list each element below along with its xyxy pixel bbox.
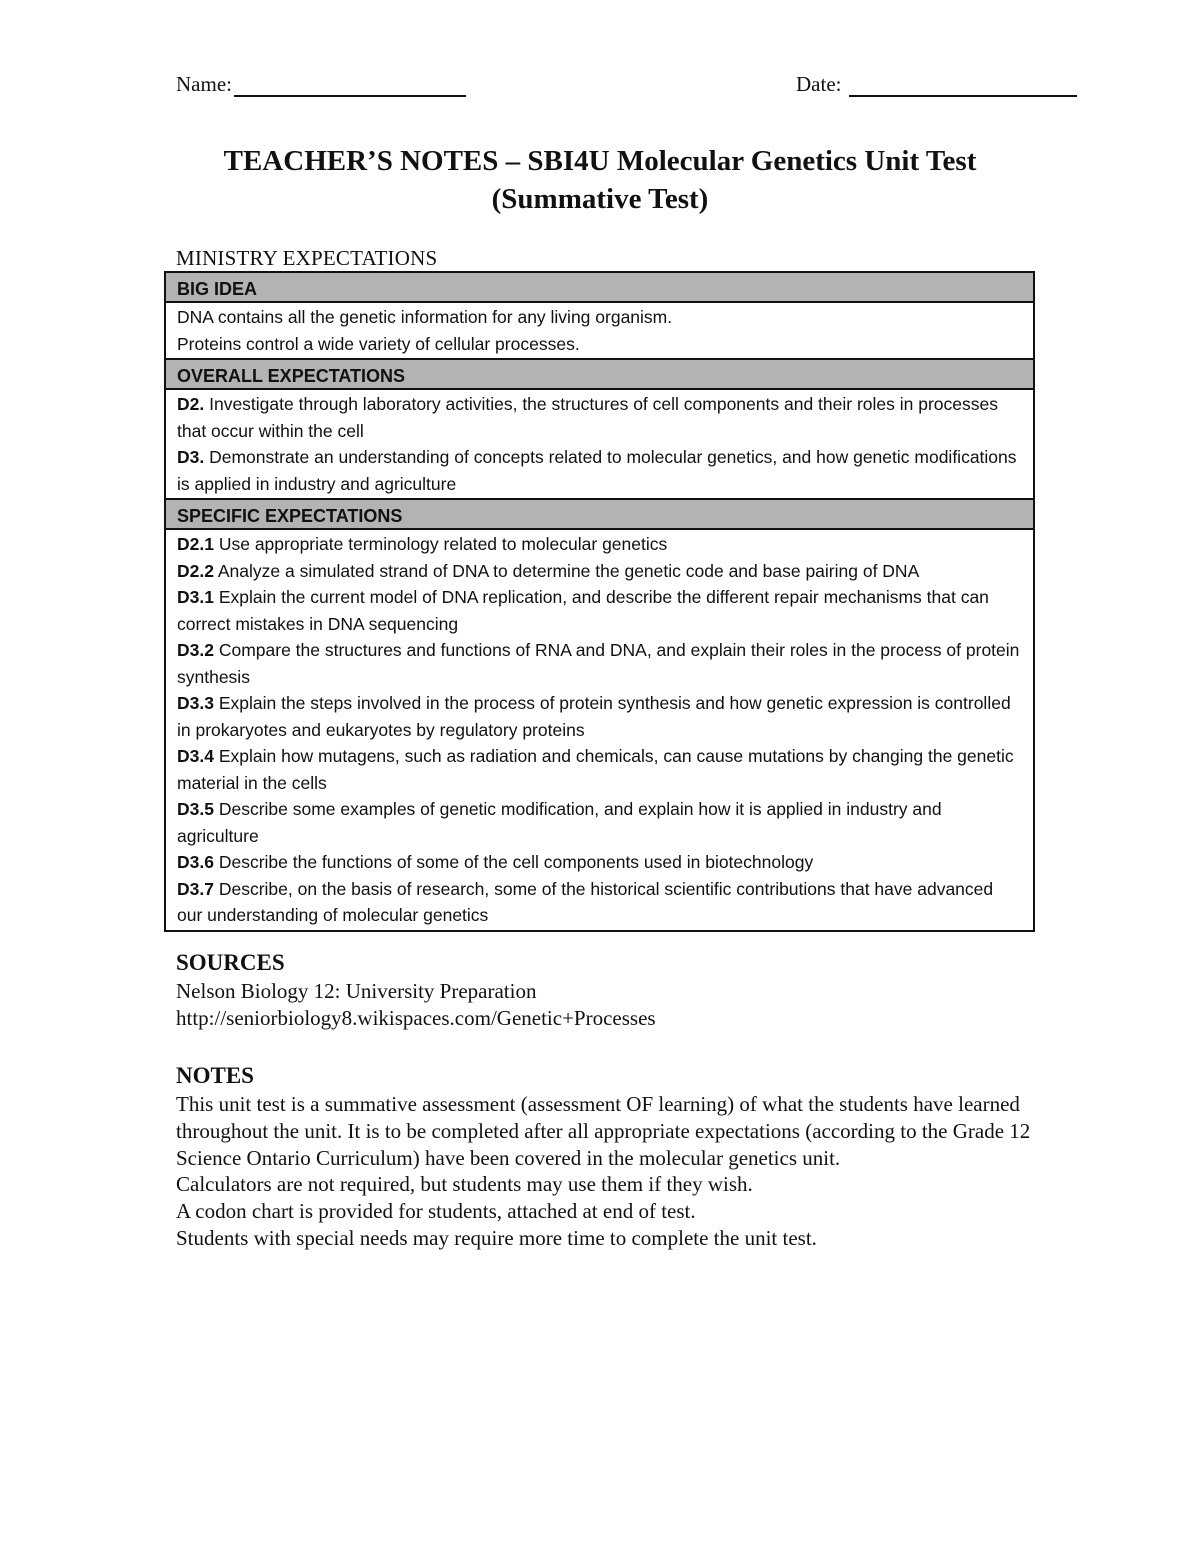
specific-expectation-item: [177, 531, 1022, 558]
page-title: [0, 142, 1200, 218]
notes-section: [176, 1061, 1036, 1252]
overall-expectation-item: [177, 444, 1022, 497]
expectation-code: D2.1: [177, 534, 214, 554]
date-blank-line[interactable]: [849, 75, 1077, 97]
notes-paragraph: A codon chart is provided for students, attached at end of test.: [176, 1199, 696, 1224]
specific-expectations-body: [166, 530, 1033, 930]
overall-expectations-body: [166, 390, 1033, 500]
expectation-code: D2.2: [177, 560, 214, 581]
source-link[interactable]: http://seniorbiology8.wikispaces.com/Genetic+Processes: [176, 1006, 656, 1030]
expectation-code: D3.5: [177, 799, 214, 819]
expectation-text: Explain the steps involved in the process of protein synthesis and how genetic expression is controlled in prokaryotes and eukaryotes by regulatory proteins: [177, 693, 1011, 740]
date-label: Date:: [796, 72, 842, 96]
expectation-text: Compare the structures and functions of RNA and DNA, and explain their roles in the process of protein synthesis: [177, 640, 1020, 687]
expectation-text: Analyze a simulated strand of DNA to determine the genetic code and base pairing of DNA: [213, 560, 920, 581]
notes-paragraph: This unit test is a summative assessment (assessment OF learning) of what the students have learned throughout the unit. It is to be completed after all appropriate expectations (according to the Grade 12 Science Ontario Curriculum) have been covered in the molecular genetics unit.: [176, 1092, 1031, 1170]
expectation-text: Use appropriate terminology related to molecular genetics: [213, 534, 668, 554]
notes-heading: NOTES: [176, 1063, 254, 1088]
overall-expectations-header: OVERALL EXPECTATIONS: [166, 360, 1033, 390]
specific-expectation-item: [177, 637, 1022, 690]
expectation-code: D2.: [177, 394, 205, 414]
specific-expectation-item: [177, 876, 1022, 929]
header-fields: [176, 72, 1086, 102]
specific-expectation-item: [177, 743, 1022, 796]
specific-expectations-header: SPECIFIC EXPECTATIONS: [166, 500, 1033, 530]
notes-paragraph: Calculators are not required, but students may use them if they wish.: [176, 1172, 753, 1197]
name-blank-line[interactable]: [234, 75, 466, 97]
expectation-text: Describe some examples of genetic modification, and explain how it is applied in industry and agriculture: [177, 799, 942, 846]
big-idea-line: Proteins control a wide variety of cellular processes.: [177, 333, 580, 354]
big-idea-body: [166, 303, 1033, 360]
expectation-code: D3.4: [177, 746, 214, 766]
specific-expectation-item: [177, 849, 1022, 876]
specific-expectation-item: [177, 584, 1022, 637]
big-idea-header: BIG IDEA: [166, 273, 1033, 303]
expectation-code: D3.7: [177, 878, 214, 899]
expectation-code: D3.2: [177, 640, 214, 660]
date-field: [796, 72, 1077, 97]
expectations-table: [164, 271, 1035, 932]
expectation-text: Investigate through laboratory activities, the structures of cell components and their roles in processes that occur within the cell: [177, 394, 998, 441]
notes-paragraph: Students with special needs may require more time to complete the unit test.: [176, 1225, 817, 1250]
sources-heading: SOURCES: [176, 950, 285, 975]
expectation-code: D3.3: [177, 693, 214, 713]
overall-expectation-item: [177, 391, 1022, 444]
expectation-text: Explain how mutagens, such as radiation and chemicals, can cause mutations by changing the genetic material in the cells: [177, 746, 1014, 793]
expectation-code: D3.: [177, 447, 205, 467]
sources-section: [176, 948, 656, 1032]
title-line-2: (Summative Test): [491, 183, 709, 215]
specific-expectation-item: [177, 690, 1022, 743]
expectation-text: Describe the functions of some of the cell components used in biotechnology: [213, 852, 814, 872]
name-field: [176, 72, 466, 97]
specific-expectation-item: [177, 558, 1022, 585]
expectation-text: Demonstrate an understanding of concepts related to molecular genetics, and how genetic modifications is applied in industry and agriculture: [177, 447, 1017, 494]
expectation-code: D3.1: [177, 587, 214, 607]
name-label: Name:: [176, 72, 232, 96]
big-idea-line: DNA contains all the genetic information for any living organism.: [177, 307, 673, 327]
expectation-code: D3.6: [177, 852, 214, 872]
expectation-text: Describe, on the basis of research, some of the historical scientific contributions that have advanced our understanding of molecular genetics: [177, 878, 994, 925]
expectation-text: Explain the current model of DNA replication, and describe the different repair mechanisms that can correct mistakes in DNA sequencing: [177, 587, 989, 634]
specific-expectation-item: [177, 796, 1022, 849]
title-line-1: TEACHER’S NOTES – SBI4U Molecular Genetics Unit Test: [223, 145, 977, 177]
ministry-expectations-label: MINISTRY EXPECTATIONS: [176, 246, 438, 270]
source-item: Nelson Biology 12: University Preparation: [176, 979, 537, 1003]
